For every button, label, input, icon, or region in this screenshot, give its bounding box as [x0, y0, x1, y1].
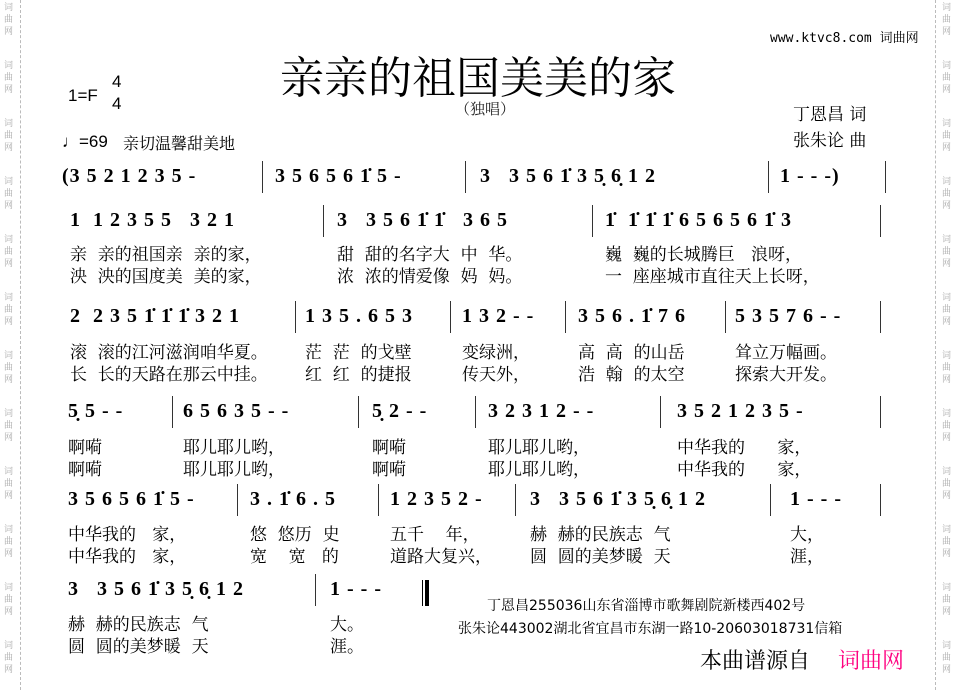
lyric-verse-2: 啊嗬 — [68, 460, 102, 480]
measure-notes: 3 5 6 5 6 1̇ 5 - — [68, 488, 195, 510]
lyric-verse-2: 道路大复兴， — [390, 547, 492, 567]
time-signature-top: 4 — [112, 72, 122, 91]
lyric-verse-1: 高 高 的山岳 — [578, 343, 685, 363]
lyric-verse-2: 涯， — [790, 547, 824, 567]
measure-notes: 2 2 3 5 1̇ 1̇ 1̇ 3 2 1 — [70, 305, 240, 327]
lyric-verse-1: 赫 赫的民族志 气 — [68, 615, 209, 635]
measure-notes: 6 5 6 3 5 - - — [183, 400, 290, 422]
lyric-verse-1: 甜 甜的名字大 中 华。 — [337, 245, 523, 265]
lyric-verse-2: 涯。 — [330, 637, 364, 657]
source-credit — [690, 642, 930, 678]
source-site: 词曲网 — [838, 649, 905, 674]
barline — [660, 396, 661, 428]
watermark-text: 词曲网 — [942, 409, 952, 443]
barline — [592, 205, 593, 237]
measure-notes: 5 3 5 7 6 - - — [735, 305, 842, 327]
lyric-verse-2: 中华我的 家， — [68, 547, 187, 567]
lyric-verse-2: 圆 圆的美梦暖 天 — [530, 547, 671, 567]
measure-notes: 1 3 5 . 6 5 3 — [305, 305, 413, 327]
lyricist-credit: 丁恩昌 词 — [793, 105, 867, 125]
watermark-text: 词曲网 — [4, 119, 14, 153]
lyric-verse-2: 圆 圆的美梦暖 天 — [68, 637, 209, 657]
watermark-text: 词曲网 — [942, 235, 952, 269]
lyric-verse-1: 啊嗬 — [68, 438, 102, 458]
lyric-verse-2: 宽 宽 的 — [250, 547, 339, 567]
barline — [475, 396, 476, 428]
lyric-verse-1: 耶儿耶儿哟， — [183, 438, 285, 458]
composer-credit: 张朱论 曲 — [793, 131, 867, 151]
source-label: 本曲谱源自 — [700, 649, 811, 674]
barline — [237, 484, 238, 516]
measure-notes: 3 2 3 1 2 - - — [488, 400, 595, 422]
watermark-text: 词曲网 — [942, 177, 952, 211]
measure-notes: 3 5 2 1 2 3 5 - — [677, 400, 804, 422]
measure-notes: (3 5 2 1 2 3 5 - — [62, 165, 197, 187]
barline — [565, 301, 566, 333]
song-subtitle: （独唱） — [455, 100, 516, 118]
watermark-text: 词曲网 — [4, 351, 14, 385]
lyric-verse-2: 一 座座城市直往天上长呀， — [605, 267, 820, 287]
barline — [880, 205, 881, 237]
watermark-text: 词曲网 — [942, 293, 952, 327]
key-signature: 1=F — [68, 86, 98, 105]
measure-notes: 3 3 5 6 1̇ 1̇ 3 6 5 — [337, 209, 508, 231]
lyric-verse-2: 红 红 的捷报 — [305, 365, 412, 385]
barline — [358, 396, 359, 428]
watermark-text: 词曲网 — [942, 3, 952, 37]
lyric-verse-1: 悠 悠历 史 — [250, 525, 340, 545]
lyric-verse-1: 巍 巍的长城腾巨 浪呀， — [605, 245, 803, 265]
watermark-text: 词曲网 — [4, 61, 14, 95]
measure-notes: 3 5 6 5 6 1̇ 5 - — [275, 165, 402, 187]
watermark-text: 词曲网 — [4, 409, 14, 443]
barline — [315, 574, 316, 606]
measure-notes: 5̣ 5 - - — [68, 400, 124, 422]
lyric-verse-2: 探索大开发。 — [735, 365, 837, 385]
lyric-verse-1: 茫 茫 的戈壁 — [305, 343, 412, 363]
watermark-text: 词曲网 — [4, 293, 14, 327]
measure-notes: 3 . 1̇ 6 . 5 — [250, 488, 336, 510]
watermark-text: 词曲网 — [942, 583, 952, 617]
watermark-text: 词曲网 — [4, 235, 14, 269]
watermark-text: 词曲网 — [942, 467, 952, 501]
lyric-verse-2: 浓 浓的情爱像 妈 妈。 — [337, 267, 523, 287]
barline — [725, 301, 726, 333]
lyricist-address: 丁恩昌255036山东省淄博市歌舞剧院新楼西402号 — [487, 598, 806, 614]
lyric-verse-1: 大。 — [330, 615, 364, 635]
site-url: www.ktvc8.com 词曲网 — [770, 31, 919, 46]
watermark-text: 词曲网 — [942, 641, 952, 675]
lyric-verse-1: 亲 亲的祖国亲 亲的家， — [70, 245, 262, 265]
watermark-text: 词曲网 — [942, 351, 952, 385]
time-signature-bottom: 4 — [112, 94, 122, 113]
lyric-verse-2: 耶儿耶儿哟， — [488, 460, 590, 480]
watermark-text: 词曲网 — [942, 525, 952, 559]
lyric-verse-1: 耶儿耶儿哟， — [488, 438, 590, 458]
lyric-verse-2: 浩 翰 的太空 — [578, 365, 685, 385]
lyric-verse-1: 五千 年， — [390, 525, 480, 545]
measure-notes: 5̣ 2 - - — [372, 400, 428, 422]
measure-notes: 1 2 3 5 2 - — [390, 488, 483, 510]
watermark-text: 词曲网 — [4, 641, 14, 675]
barline — [262, 161, 263, 193]
lyric-verse-2: 啊嗬 — [372, 460, 406, 480]
tempo-marking: ♩=69 — [62, 132, 108, 151]
barline — [885, 161, 886, 193]
barline — [465, 161, 466, 193]
measure-notes: 3 3 5 6 1̇ 3 5̣ 6̣ 1 2 — [530, 488, 706, 510]
barline — [880, 484, 881, 516]
barline — [378, 484, 379, 516]
lyric-verse-2: 传天外， — [462, 365, 530, 385]
barline — [515, 484, 516, 516]
lyric-verse-1: 啊嗬 — [372, 438, 406, 458]
measure-notes: 1̇ 1̇ 1̇ 1̇ 6 5 6 5 6 1̇ 3 — [605, 209, 792, 231]
lyric-verse-1: 变绿洲， — [462, 343, 530, 363]
measure-notes: 1 - - -) — [780, 165, 840, 187]
barline — [172, 396, 173, 428]
measure-notes: 1 1 2 3 5 5 3 2 1 — [70, 209, 235, 231]
barline — [295, 301, 296, 333]
barline — [768, 161, 769, 193]
lyric-verse-1: 中华我的 家， — [677, 438, 812, 458]
lyric-verse-1: 耸立万幅画。 — [735, 343, 837, 363]
barline — [880, 301, 881, 333]
watermark-text: 词曲网 — [4, 467, 14, 501]
watermark-text: 词曲网 — [4, 3, 14, 37]
expression-marking: 亲切温馨甜美地 — [123, 134, 236, 153]
barline — [450, 301, 451, 333]
watermark-text: 词曲网 — [942, 61, 952, 95]
lyric-verse-2: 泱 泱的国度美 美的家， — [70, 267, 262, 287]
composer-address: 张朱论443002湖北省宜昌市东湖一路10-20603018731信箱 — [458, 621, 843, 637]
measure-notes: 3 5 6 . 1̇ 7 6 — [578, 305, 686, 327]
lyric-verse-1: 滚 滚的江河滋润咱华夏。 — [70, 343, 268, 363]
watermark-text: 词曲网 — [4, 583, 14, 617]
barline — [770, 484, 771, 516]
final-double-barline — [422, 580, 429, 606]
lyric-verse-2: 中华我的 家， — [677, 460, 812, 480]
measure-notes: 3 3 5 6 1̇ 3 5̣ 6̣ 1 2 — [68, 578, 244, 600]
lyric-verse-2: 长 长的天路在那云中挂。 — [70, 365, 268, 385]
measure-notes: 3 3 5 6 1̇ 3 5̣ 6̣ 1 2 — [480, 165, 656, 187]
lyric-verse-1: 中华我的 家， — [68, 525, 187, 545]
barline — [323, 205, 324, 237]
measure-notes: 1 3 2 - - — [462, 305, 535, 327]
watermark-text: 词曲网 — [4, 177, 14, 211]
measure-notes: 1 - - - — [790, 488, 842, 510]
lyric-verse-1: 大， — [790, 525, 824, 545]
song-title: 亲亲的祖国美美的家 — [280, 53, 676, 104]
watermark-text: 词曲网 — [4, 525, 14, 559]
measure-notes: 1 - - - — [330, 578, 382, 600]
watermark-text: 词曲网 — [942, 119, 952, 153]
lyric-verse-1: 赫 赫的民族志 气 — [530, 525, 671, 545]
barline — [880, 396, 881, 428]
lyric-verse-2: 耶儿耶儿哟， — [183, 460, 285, 480]
